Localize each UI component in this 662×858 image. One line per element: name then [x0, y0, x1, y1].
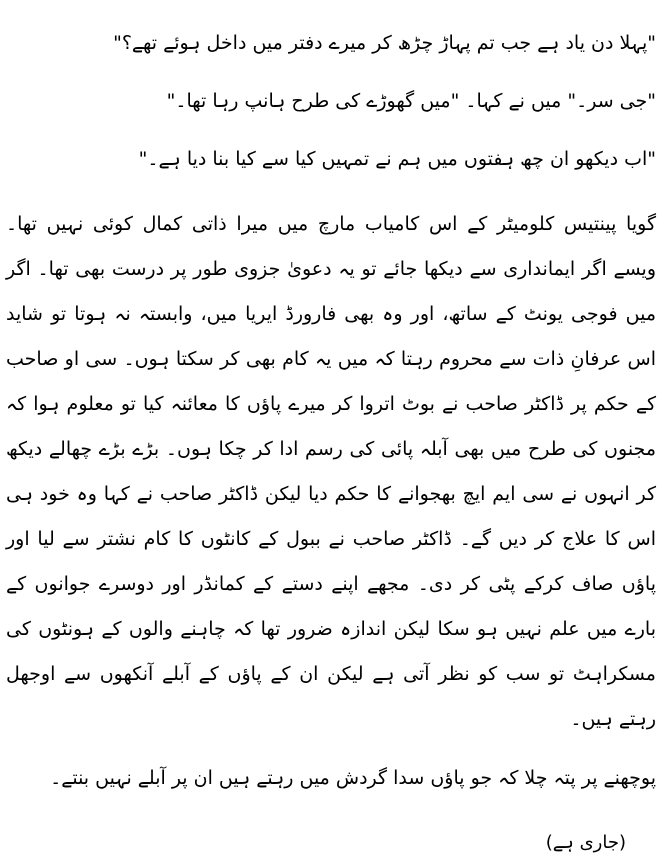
continuation-note: (جاری ہے) [545, 832, 626, 853]
closing-line: پوچھنے پر پتہ چلا کہ جو پاؤں سدا گردش میں رہتے ہیں ان پر آبلے نہیں بنتے۔ [50, 767, 656, 789]
body-paragraph: گویا پینتیس کلومیٹر کے اس کامیاب مارچ میں میرا ذاتی کمال کوئی نہیں تھا۔ ویسے اگر ایمانداری سے دیکھا جائے تو یہ دعویٰ جزوی طور پر درست بھی تھا۔ اگر میں فوجی یونٹ کے ساتھ، اور وہ بھی فارورڈ ایریا میں، وابستہ نہ ہوتا تو شاید اس عرفانِ ذات سے محروم رہتا کہ میں یہ کام بھی کر سکتا ہوں۔ سی او صاحب کے حکم پر ڈاکٹر صاحب نے بوٹ اتروا کر میرے پاؤں کا معائنہ کیا تو معلوم ہوا کہ مجنوں کی طرح میں بھی آبلہ پائی کی رسم ادا کر چکا ہوں۔ بڑے بڑے چھالے دیکھ کر انہوں نے سی ایم ایچ بھجوانے کا حکم دیا لیکن ڈاکٹر صاحب نے کہا وہ خود ہی اس کا علاج کر دیں گے۔ ڈاکٹر صاحب نے ببول کے کانٹوں کا کام نشتر سے لیا اور پاؤں صاف کرکے پٹی کر دی۔ مجھے اپنے دستے کے کمانڈر اور دوسرے جوانوں کے بارے میں علم نہیں ہو سکا لیکن اندازہ ضرور تھا کہ چاہنے والوں کے ہونٹوں کی مسکراہٹ تو سب کو نظر آتی ہے لیکن ان کے پاؤں کے آبلے آنکھوں سے اوجھل رہتے ہیں۔ [6, 213, 656, 730]
dialogue-line-3: "اب دیکھو ان چھ ہفتوں میں ہم نے تمہیں کیا سے کیا بنا دیا ہے۔" [138, 148, 656, 170]
dialogue-line-2: "جی سر۔" میں نے کہا۔ "میں گھوڑے کی طرح ہانپ رہا تھا۔" [166, 90, 656, 112]
dialogue-line-1: "پہلا دن یاد ہے جب تم پہاڑ چڑھ کر میرے دفتر میں داخل ہوئے تھے؟" [113, 32, 656, 54]
